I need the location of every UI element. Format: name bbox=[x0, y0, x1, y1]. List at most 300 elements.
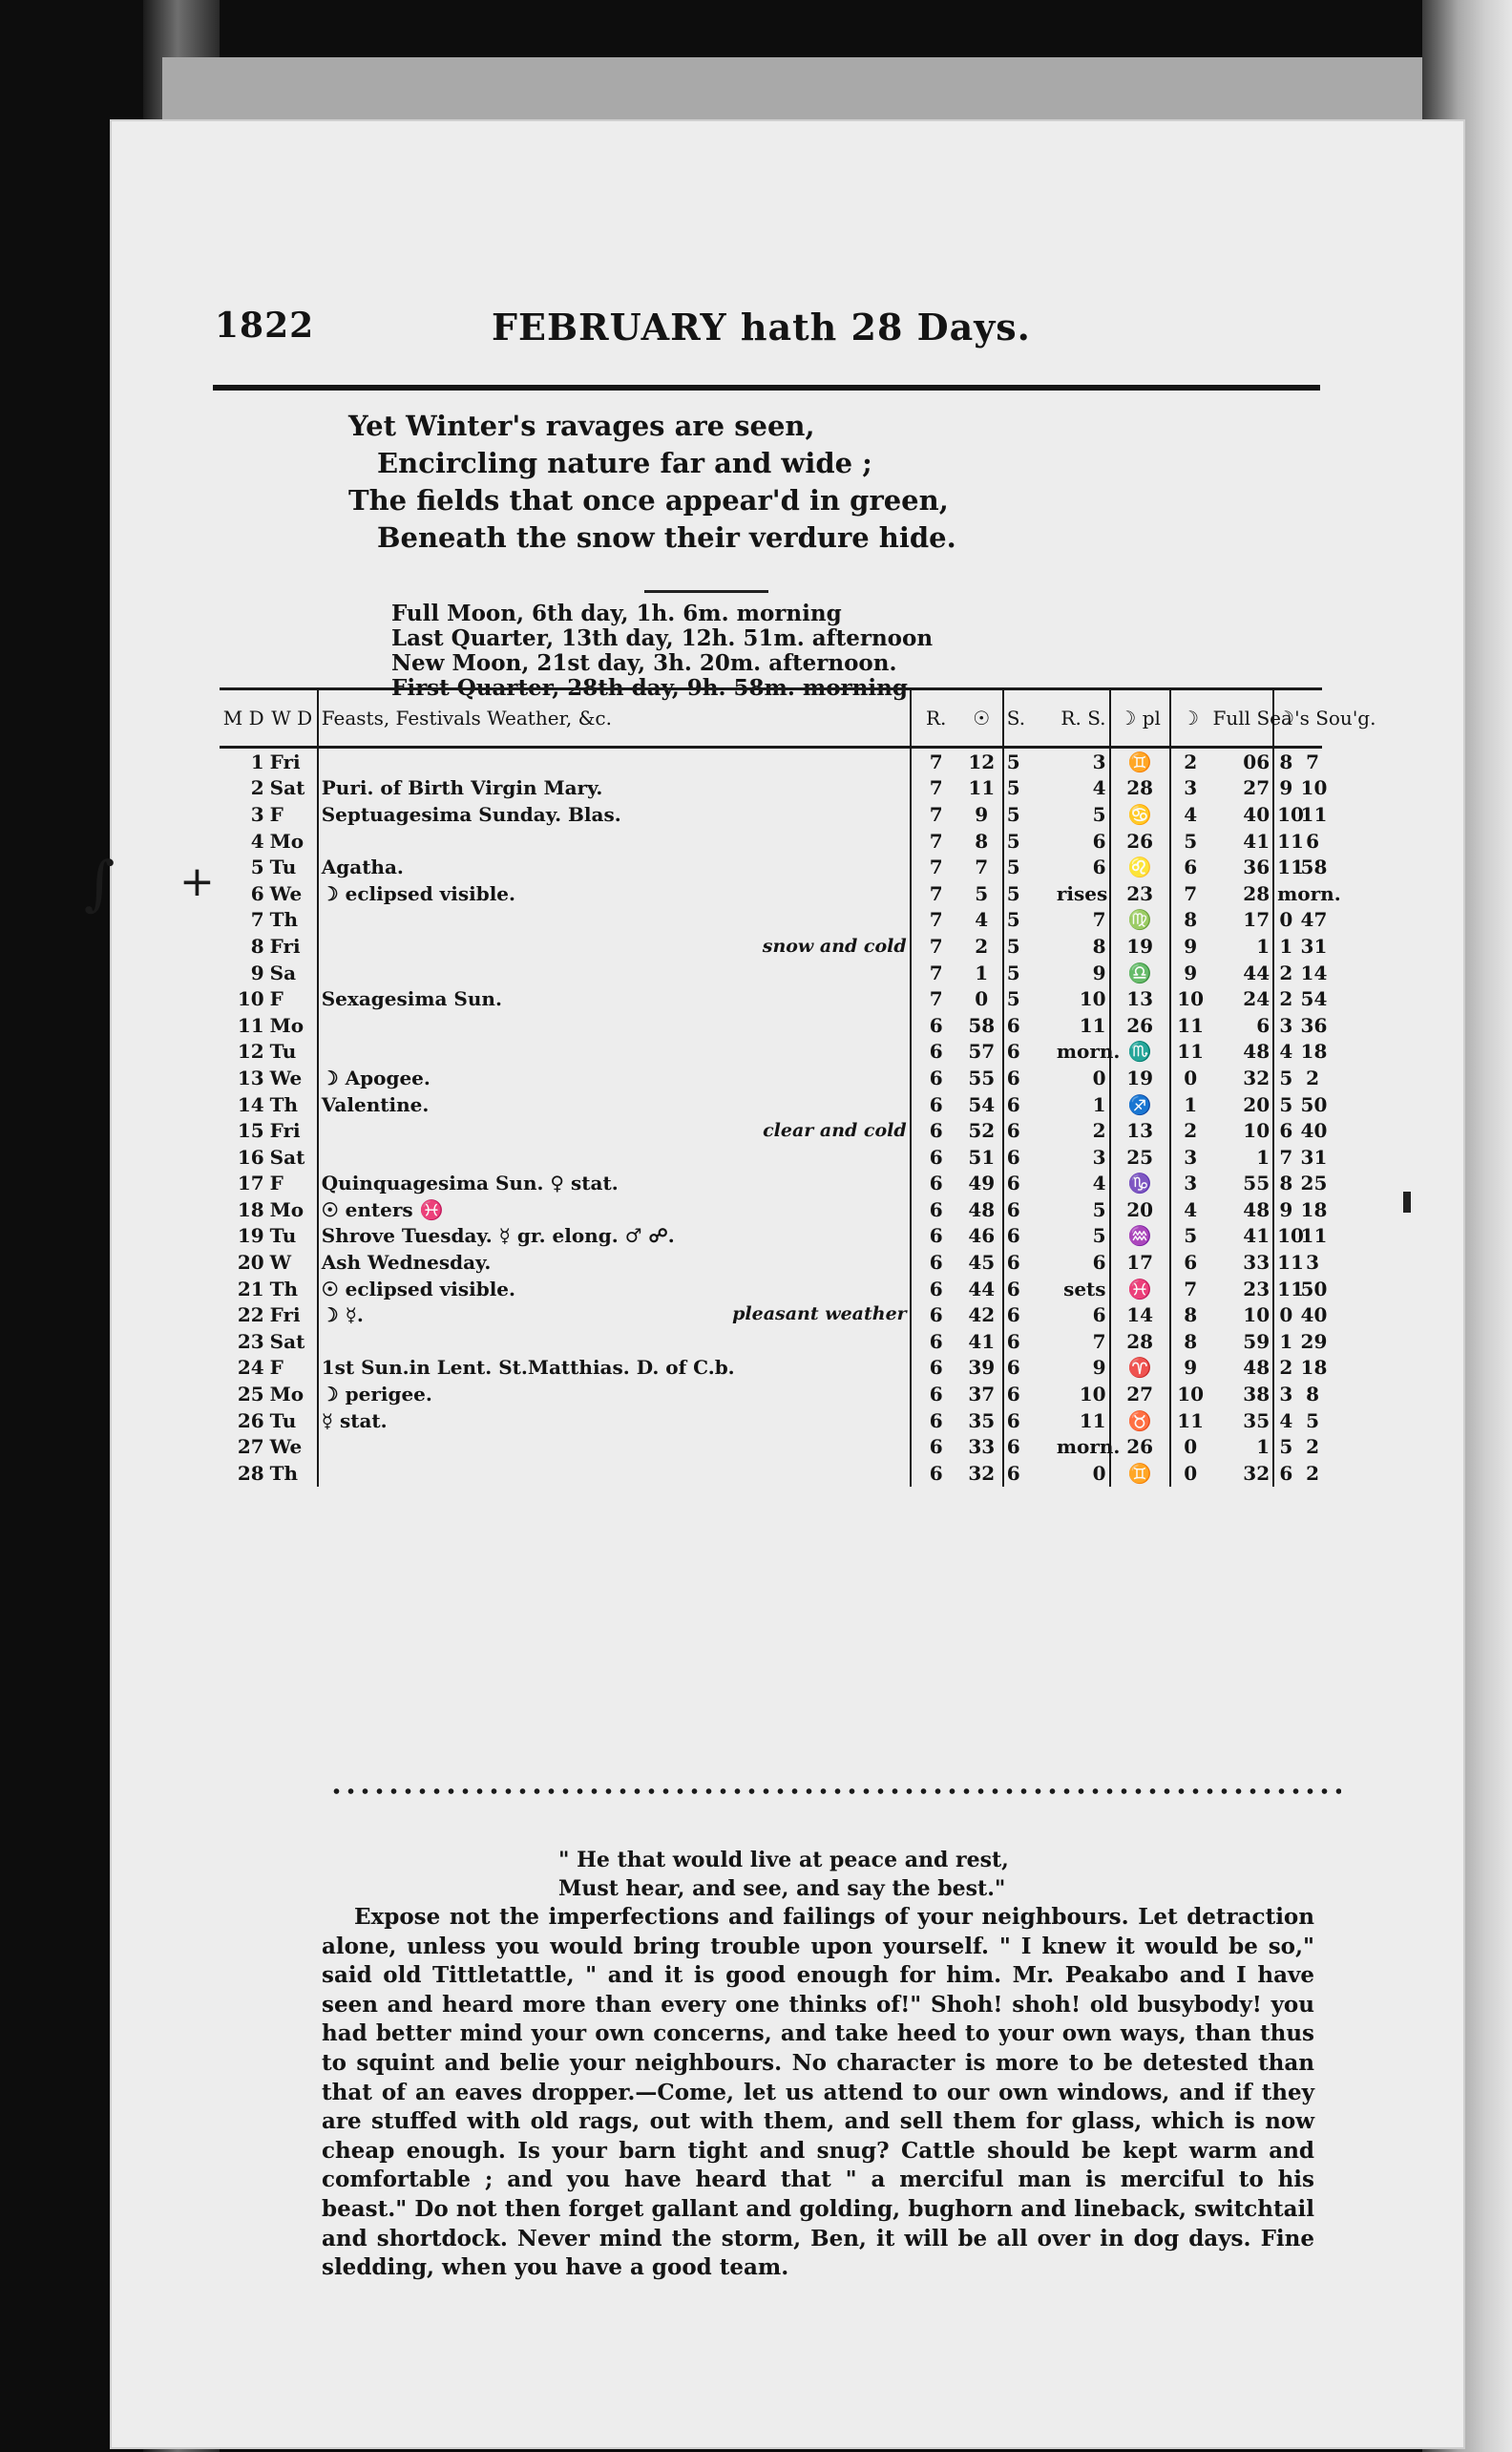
full-sea-minute: 20 bbox=[1210, 1091, 1274, 1118]
moon-rise-set bbox=[1054, 907, 1110, 934]
moon-rise-set bbox=[1054, 1091, 1110, 1118]
weather-note: clear and cold bbox=[763, 1120, 907, 1142]
sun-rise-minute: 0 bbox=[961, 985, 1003, 1012]
full-sea-hour: 10 bbox=[1177, 1383, 1205, 1406]
full-sea-minute: 36 bbox=[1210, 854, 1274, 880]
moon-rise-set bbox=[1054, 854, 1110, 880]
moon-place: ♒ bbox=[1110, 1223, 1170, 1250]
moon-south-minute: 31 bbox=[1300, 1145, 1328, 1169]
moon-rise-value: 3 bbox=[1092, 750, 1106, 773]
event-text: Septuagesima Sunday. Blas. bbox=[321, 802, 621, 826]
full-sea-minute: 33 bbox=[1210, 1249, 1274, 1276]
sun-set-hour: 6 bbox=[1006, 1303, 1020, 1327]
moon-rise-set bbox=[1054, 828, 1110, 855]
moon-rise-value: morn. bbox=[1056, 1435, 1121, 1459]
sun-rise-minute: 52 bbox=[961, 1117, 1003, 1144]
table-row bbox=[220, 775, 1322, 802]
full-sea-minute: 48 bbox=[1210, 1039, 1274, 1066]
sun-rise-hour: 7 bbox=[911, 985, 961, 1012]
sun-rise-minute: 1 bbox=[961, 960, 1003, 986]
moon-south-minute: 7 bbox=[1306, 750, 1319, 773]
full-sea-minute: 41 bbox=[1210, 1223, 1274, 1250]
moon-south-minute: 8 bbox=[1306, 1383, 1319, 1406]
weekday: Fri bbox=[267, 748, 318, 775]
sun-set-hour: 6 bbox=[1006, 1013, 1020, 1037]
full-sea-hour: 11 bbox=[1177, 1408, 1205, 1432]
moon-place: 23 bbox=[1110, 880, 1170, 907]
moon-rise-set bbox=[1054, 1433, 1121, 1460]
sun-rise-minute: 7 bbox=[961, 854, 1003, 880]
moon-south-minute: 14 bbox=[1300, 961, 1328, 984]
header-sun-symbol: ☉ bbox=[961, 689, 1003, 748]
event bbox=[318, 1328, 911, 1355]
sun-rise-hour: 6 bbox=[911, 1381, 961, 1407]
table-row bbox=[220, 1433, 1322, 1460]
event-text: 1st Sun.in Lent. St.Matthias. D. of C.b. bbox=[321, 1356, 735, 1380]
moon-rise-set bbox=[1054, 1407, 1110, 1434]
table-row bbox=[220, 960, 1322, 986]
event-text: Shrove Tuesday. ☿ gr. elong. ♂ ☍. bbox=[321, 1224, 675, 1248]
event bbox=[318, 1460, 911, 1487]
event-text: Ash Wednesday. bbox=[321, 1251, 492, 1275]
full-sea-minute: 41 bbox=[1210, 828, 1274, 855]
moon-rise-value: 4 bbox=[1092, 1172, 1106, 1195]
day-number: 16 bbox=[237, 1145, 264, 1169]
full-sea-hour: 7 bbox=[1184, 1277, 1198, 1300]
moon-place: ♉ bbox=[1110, 1407, 1170, 1434]
full-sea-hour: 6 bbox=[1184, 1251, 1198, 1275]
moon-place: 13 bbox=[1110, 985, 1170, 1012]
moon-south-hour: 11 bbox=[1277, 1251, 1304, 1275]
day-number: 8 bbox=[250, 934, 264, 958]
sun-set-hour: 5 bbox=[1006, 856, 1020, 879]
sun-rise-minute: 49 bbox=[961, 1171, 1003, 1197]
moon-rise-value: 11 bbox=[1079, 1013, 1106, 1037]
moon-rise-set bbox=[1054, 1012, 1110, 1039]
moon-place: ♋ bbox=[1110, 801, 1170, 828]
full-sea-minute: 48 bbox=[1210, 1355, 1274, 1382]
table-row bbox=[220, 985, 1322, 1012]
weekday: We bbox=[267, 1433, 318, 1460]
full-sea-hour: 2 bbox=[1184, 750, 1198, 773]
sun-rise-hour: 7 bbox=[911, 907, 961, 934]
moon-phase-line: Last Quarter, 13th day, 12h. 51m. afternoon bbox=[391, 625, 934, 651]
day-number: 13 bbox=[237, 1066, 264, 1089]
moon-rise-set bbox=[1054, 1144, 1110, 1171]
moon-rise-set bbox=[1054, 1276, 1110, 1302]
table-row bbox=[220, 907, 1322, 934]
sun-set-hour: 6 bbox=[1006, 1461, 1020, 1485]
day-number: 23 bbox=[237, 1329, 264, 1353]
sun-set-hour: 5 bbox=[1006, 829, 1020, 853]
page-header bbox=[215, 306, 1322, 363]
moon-place: ♊ bbox=[1110, 748, 1170, 775]
full-sea-minute: 10 bbox=[1210, 1117, 1274, 1144]
weekday: Sat bbox=[267, 1144, 318, 1171]
header-moon-rise-set: R. S. bbox=[1054, 689, 1110, 748]
moon-rise-value: sets bbox=[1063, 1277, 1106, 1300]
day-number: 1 bbox=[250, 750, 264, 773]
handwritten-plus: + bbox=[179, 857, 215, 906]
table-row bbox=[220, 1355, 1322, 1382]
moon-south-hour: 0 bbox=[1279, 1303, 1293, 1327]
moon-south-hour: 6 bbox=[1279, 1119, 1293, 1143]
sun-rise-minute: 4 bbox=[961, 907, 1003, 934]
sun-set-hour: 6 bbox=[1006, 1066, 1020, 1089]
full-sea-hour: 3 bbox=[1184, 776, 1198, 800]
moon-south-minute: 31 bbox=[1300, 934, 1328, 958]
moon-rise-set bbox=[1054, 748, 1110, 775]
sun-rise-minute: 58 bbox=[961, 1012, 1003, 1039]
sun-set-hour: 6 bbox=[1006, 1040, 1020, 1064]
full-sea-minute: 06 bbox=[1210, 748, 1274, 775]
moon-rise-value: 10 bbox=[1079, 987, 1106, 1011]
day-number: 20 bbox=[237, 1251, 264, 1275]
moon-place: 27 bbox=[1110, 1381, 1170, 1407]
moon-south-hour: 2 bbox=[1279, 1356, 1293, 1380]
sun-set-hour: 5 bbox=[1006, 802, 1020, 826]
sun-rise-hour: 7 bbox=[911, 801, 961, 828]
weekday: Mo bbox=[267, 828, 318, 855]
table-row bbox=[220, 1196, 1322, 1223]
calendar-table bbox=[220, 687, 1376, 1487]
sun-set-hour: 6 bbox=[1006, 1145, 1020, 1169]
weekday: Mo bbox=[267, 1196, 318, 1223]
sun-rise-hour: 6 bbox=[911, 1012, 961, 1039]
moon-rise-set bbox=[1054, 1301, 1110, 1328]
day-number: 10 bbox=[237, 987, 264, 1011]
moon-south-hour: 9 bbox=[1279, 776, 1293, 800]
moon-place: ♓ bbox=[1110, 1276, 1170, 1302]
full-sea-minute: 10 bbox=[1210, 1301, 1274, 1328]
moon-place: ♍ bbox=[1110, 907, 1170, 934]
sun-rise-hour: 7 bbox=[911, 828, 961, 855]
quote-line: Must hear, and see, and say the best." bbox=[558, 1876, 1006, 1901]
moon-south-hour: 2 bbox=[1279, 987, 1293, 1011]
moon-phase-line: Full Moon, 6th day, 1h. 6m. morning bbox=[391, 601, 842, 626]
header-moon-place: ☽ pl bbox=[1110, 689, 1170, 748]
sun-set-hour: 5 bbox=[1006, 987, 1020, 1011]
full-sea-hour: 11 bbox=[1177, 1040, 1205, 1064]
full-sea-hour: 0 bbox=[1184, 1461, 1198, 1485]
header-rule bbox=[213, 385, 1320, 391]
moon-rise-value: 6 bbox=[1092, 856, 1106, 879]
full-sea-minute: 55 bbox=[1210, 1171, 1274, 1197]
moon-place: 25 bbox=[1110, 1144, 1170, 1171]
event bbox=[318, 1249, 911, 1276]
table-row bbox=[220, 933, 1322, 960]
moon-rise-value: 5 bbox=[1092, 1197, 1106, 1221]
sun-rise-minute: 54 bbox=[961, 1091, 1003, 1118]
full-sea-minute: 1 bbox=[1210, 1433, 1274, 1460]
moon-south-minute: 3 bbox=[1306, 1251, 1319, 1275]
moon-south-minute: 6 bbox=[1306, 829, 1319, 853]
event bbox=[318, 1171, 911, 1197]
full-sea-hour: 7 bbox=[1184, 881, 1198, 905]
moon-rise-value: morn. bbox=[1056, 1040, 1121, 1064]
sun-rise-hour: 6 bbox=[911, 1065, 961, 1091]
sun-rise-hour: 6 bbox=[911, 1249, 961, 1276]
event bbox=[318, 775, 911, 802]
moon-south-hour: 2 bbox=[1279, 961, 1293, 984]
moon-place: 28 bbox=[1110, 775, 1170, 802]
day-number: 9 bbox=[250, 961, 264, 984]
day-number: 5 bbox=[250, 856, 264, 879]
moon-rise-set bbox=[1054, 1223, 1110, 1250]
event bbox=[318, 985, 911, 1012]
moon-south-minute: 36 bbox=[1300, 1013, 1328, 1037]
moon-rise-set bbox=[1054, 1039, 1121, 1066]
moon-rise-value: 6 bbox=[1092, 1303, 1106, 1327]
moon-place: 20 bbox=[1110, 1196, 1170, 1223]
weekday: F bbox=[267, 801, 318, 828]
event bbox=[318, 1039, 911, 1066]
table-row bbox=[220, 1117, 1322, 1144]
full-sea-hour: 0 bbox=[1184, 1435, 1198, 1459]
moon-place: 26 bbox=[1110, 1012, 1170, 1039]
sun-set-hour: 5 bbox=[1006, 776, 1020, 800]
weekday: Th bbox=[267, 1091, 318, 1118]
weekday: Th bbox=[267, 1460, 318, 1487]
sun-rise-minute: 12 bbox=[961, 748, 1003, 775]
full-sea-minute: 44 bbox=[1210, 960, 1274, 986]
full-sea-hour: 8 bbox=[1184, 1329, 1198, 1353]
moon-rise-set bbox=[1054, 1196, 1110, 1223]
moon-south-hour: 8 bbox=[1279, 750, 1293, 773]
moon-south-minute: 11 bbox=[1300, 1224, 1328, 1248]
moon-place: ♌ bbox=[1110, 854, 1170, 880]
event-text: ☉ eclipsed visible. bbox=[321, 1277, 515, 1300]
moon-rise-set bbox=[1054, 1460, 1110, 1487]
table-row bbox=[220, 1171, 1322, 1197]
moon-rise-value: 3 bbox=[1092, 1145, 1106, 1169]
day-number: 21 bbox=[237, 1277, 264, 1300]
weekday: F bbox=[267, 1171, 318, 1197]
sun-rise-minute: 33 bbox=[961, 1433, 1003, 1460]
event bbox=[318, 933, 911, 960]
event-text: ☽ Apogee. bbox=[321, 1066, 430, 1089]
day-number: 22 bbox=[237, 1303, 264, 1327]
header-week: W D bbox=[267, 689, 318, 748]
event bbox=[318, 1276, 911, 1302]
sun-rise-minute: 11 bbox=[961, 775, 1003, 802]
moon-south-minute: 50 bbox=[1300, 1277, 1328, 1300]
event-text: Valentine. bbox=[321, 1092, 430, 1116]
weekday: Th bbox=[267, 1276, 318, 1302]
sun-rise-minute: 37 bbox=[961, 1381, 1003, 1407]
full-sea-minute: 32 bbox=[1210, 1460, 1274, 1487]
full-sea-minute: 32 bbox=[1210, 1065, 1274, 1091]
table-row bbox=[220, 1460, 1322, 1487]
weekday: Fri bbox=[267, 933, 318, 960]
weekday: Fri bbox=[267, 1117, 318, 1144]
header-events: Feasts, Festivals Weather, &c. bbox=[318, 689, 911, 748]
sun-rise-hour: 6 bbox=[911, 1433, 961, 1460]
moon-south-hour: 8 bbox=[1279, 1172, 1293, 1195]
calendar-body bbox=[220, 748, 1341, 1487]
event bbox=[318, 1144, 911, 1171]
table-row bbox=[220, 1012, 1322, 1039]
sun-rise-minute: 48 bbox=[961, 1196, 1003, 1223]
sun-rise-minute: 5 bbox=[961, 880, 1003, 907]
event bbox=[318, 1012, 911, 1039]
moon-south-hour: 3 bbox=[1279, 1383, 1293, 1406]
moon-place: 14 bbox=[1110, 1301, 1170, 1328]
table-row bbox=[220, 801, 1322, 828]
event-text: Sexagesima Sun. bbox=[321, 987, 502, 1011]
sun-rise-minute: 32 bbox=[961, 1460, 1003, 1487]
day-number: 27 bbox=[237, 1435, 264, 1459]
sun-rise-hour: 7 bbox=[911, 748, 961, 775]
table-row bbox=[220, 1381, 1322, 1407]
day-number: 26 bbox=[237, 1408, 264, 1432]
weekday: Fri bbox=[267, 1301, 318, 1328]
header-day: M D bbox=[220, 689, 267, 748]
event bbox=[318, 828, 911, 855]
sun-set-hour: 6 bbox=[1006, 1092, 1020, 1116]
moon-rise-set bbox=[1054, 1328, 1110, 1355]
event bbox=[318, 960, 911, 986]
weekday: We bbox=[267, 880, 318, 907]
day-number: 2 bbox=[250, 776, 264, 800]
event-text: Quinquagesima Sun. ♀ stat. bbox=[321, 1172, 619, 1195]
moon-south-minute: 18 bbox=[1300, 1040, 1328, 1064]
poem-line: Yet Winter's ravages are seen, bbox=[348, 410, 815, 442]
full-sea-minute: 17 bbox=[1210, 907, 1274, 934]
sun-set-hour: 6 bbox=[1006, 1119, 1020, 1143]
weekday: F bbox=[267, 1355, 318, 1382]
full-sea-minute: 1 bbox=[1210, 1144, 1274, 1171]
sun-rise-minute: 46 bbox=[961, 1223, 1003, 1250]
moon-rise-set bbox=[1054, 1381, 1110, 1407]
moon-rise-value: 7 bbox=[1092, 908, 1106, 932]
weekday: Th bbox=[267, 907, 318, 934]
poem-line: Encircling nature far and wide ; bbox=[377, 447, 872, 479]
table-row bbox=[220, 1301, 1322, 1328]
sun-rise-hour: 6 bbox=[911, 1276, 961, 1302]
sun-set-hour: 6 bbox=[1006, 1197, 1020, 1221]
event bbox=[318, 1433, 911, 1460]
almanac-page bbox=[110, 119, 1465, 2449]
sun-rise-hour: 6 bbox=[911, 1355, 961, 1382]
weekday: Tu bbox=[267, 854, 318, 880]
moon-south-hour: 9 bbox=[1279, 1197, 1293, 1221]
moon-place: ♈ bbox=[1110, 1355, 1170, 1382]
moon-south-minute: 2 bbox=[1306, 1461, 1319, 1485]
table-header-row bbox=[220, 689, 1322, 748]
moon-south-minute: 5 bbox=[1306, 1408, 1319, 1432]
full-sea-hour: 4 bbox=[1184, 802, 1198, 826]
sun-rise-hour: 6 bbox=[911, 1196, 961, 1223]
event bbox=[318, 854, 911, 880]
event bbox=[318, 748, 911, 775]
edge-mark bbox=[1403, 1192, 1411, 1213]
full-sea-hour: 3 bbox=[1184, 1172, 1198, 1195]
event-text: ☉ enters ♓ bbox=[321, 1197, 444, 1221]
handwritten-mark: ∫ bbox=[84, 848, 116, 918]
moon-phase-line: New Moon, 21st day, 3h. 20m. afternoon. bbox=[391, 650, 897, 676]
full-sea-hour: 2 bbox=[1184, 1119, 1198, 1143]
moon-south-hour: 1 bbox=[1279, 934, 1293, 958]
page-title: FEBRUARY hath 28 Days. bbox=[492, 306, 1031, 349]
sun-rise-hour: 6 bbox=[911, 1460, 961, 1487]
moon-south-minute: 54 bbox=[1300, 987, 1328, 1011]
moon-south-hour: 11 bbox=[1277, 856, 1304, 879]
moon-rise-value: 4 bbox=[1092, 776, 1106, 800]
weekday: Sa bbox=[267, 960, 318, 986]
moon-south-minute: 18 bbox=[1300, 1197, 1328, 1221]
full-sea-minute: 6 bbox=[1210, 1012, 1274, 1039]
event bbox=[318, 1065, 911, 1091]
header-sun-rise: R. bbox=[911, 689, 961, 748]
weekday: Sat bbox=[267, 1328, 318, 1355]
moon-south-minute: 11 bbox=[1300, 802, 1328, 826]
sun-rise-minute: 2 bbox=[961, 933, 1003, 960]
moon-place: 26 bbox=[1110, 1433, 1170, 1460]
prose-paragraph: Expose not the imperfections and failings of your neighbours. Let detraction alone, unless you would bring trouble upon yourself. " I knew it would be so," said old Tittletattle, " and it is good enough for him. Mr. Peakabo and I have seen and heard more than every one thinks of!" Shoh! shoh! old busybody! you had better mind your own concerns, and take heed to your own ways, than thus to squint and belie your neighbours. No character is more to be detested than that of an eaves dropper.—Come, let us attend to our own windows, and if they are stuffed with old rags, out with them, and sell them for glass, which is now cheap enough. Is your barn tight and snug? Cattle should be kept warm and comfortable ; and you have heard that " a merciful man is merciful to his beast." Do not then forget gallant and golding, bughorn and lineback, switchtail and shortdock. Never mind the storm, Ben, it will be all over in dog days. Fine sledding, when you have a good team. bbox=[322, 1904, 1314, 2281]
weekday: We bbox=[267, 1065, 318, 1091]
moon-south-minute: 18 bbox=[1300, 1356, 1328, 1380]
event bbox=[318, 1117, 911, 1144]
sun-rise-hour: 7 bbox=[911, 960, 961, 986]
dotted-divider bbox=[329, 1788, 1341, 1794]
event bbox=[318, 1196, 911, 1223]
sun-rise-minute: 39 bbox=[961, 1355, 1003, 1382]
moon-rise-set bbox=[1054, 960, 1110, 986]
weather-note: snow and cold bbox=[762, 935, 907, 957]
full-sea-hour: 0 bbox=[1184, 1066, 1198, 1089]
moon-phase-line: First Quarter, 28th day, 9h. 58m. morning bbox=[391, 675, 908, 701]
header-sun-set: S. bbox=[1003, 689, 1054, 748]
page-year: 1822 bbox=[215, 306, 315, 346]
event-text: Puri. of Birth Virgin Mary. bbox=[321, 776, 603, 800]
moon-rise-value: 9 bbox=[1092, 1356, 1106, 1380]
moon-place: 13 bbox=[1110, 1117, 1170, 1144]
moon-rise-value: 5 bbox=[1092, 1224, 1106, 1248]
full-sea-minute: 27 bbox=[1210, 775, 1274, 802]
sun-set-hour: 6 bbox=[1006, 1251, 1020, 1275]
moon-south-hour: 0 bbox=[1279, 908, 1293, 932]
event-text: ☽ perigee. bbox=[321, 1383, 432, 1406]
sun-rise-hour: 6 bbox=[911, 1328, 961, 1355]
event bbox=[318, 801, 911, 828]
table-row bbox=[220, 828, 1322, 855]
day-number: 11 bbox=[237, 1013, 264, 1037]
event-text: ☿ stat. bbox=[321, 1408, 388, 1432]
table-row bbox=[220, 1144, 1322, 1171]
sun-set-hour: 6 bbox=[1006, 1277, 1020, 1300]
moon-south-hour: 3 bbox=[1279, 1013, 1293, 1037]
sun-rise-hour: 7 bbox=[911, 880, 961, 907]
moon-rise-set bbox=[1054, 1065, 1110, 1091]
moon-rise-set bbox=[1054, 775, 1110, 802]
sun-rise-minute: 51 bbox=[961, 1144, 1003, 1171]
divider bbox=[644, 590, 768, 593]
event bbox=[318, 1407, 911, 1434]
moon-south-minute: 40 bbox=[1300, 1303, 1328, 1327]
moon-rise-value: 1 bbox=[1092, 1092, 1106, 1116]
sun-set-hour: 6 bbox=[1006, 1408, 1020, 1432]
day-number: 18 bbox=[237, 1197, 264, 1221]
moon-rise-set bbox=[1054, 1171, 1110, 1197]
moon-south-minute: 50 bbox=[1300, 1092, 1328, 1116]
sun-rise-hour: 6 bbox=[911, 1407, 961, 1434]
moon-place: ♐ bbox=[1110, 1091, 1170, 1118]
moon-rise-set bbox=[1054, 985, 1110, 1012]
sun-rise-minute: 41 bbox=[961, 1328, 1003, 1355]
full-sea-minute: 38 bbox=[1210, 1381, 1274, 1407]
moon-place: 28 bbox=[1110, 1328, 1170, 1355]
